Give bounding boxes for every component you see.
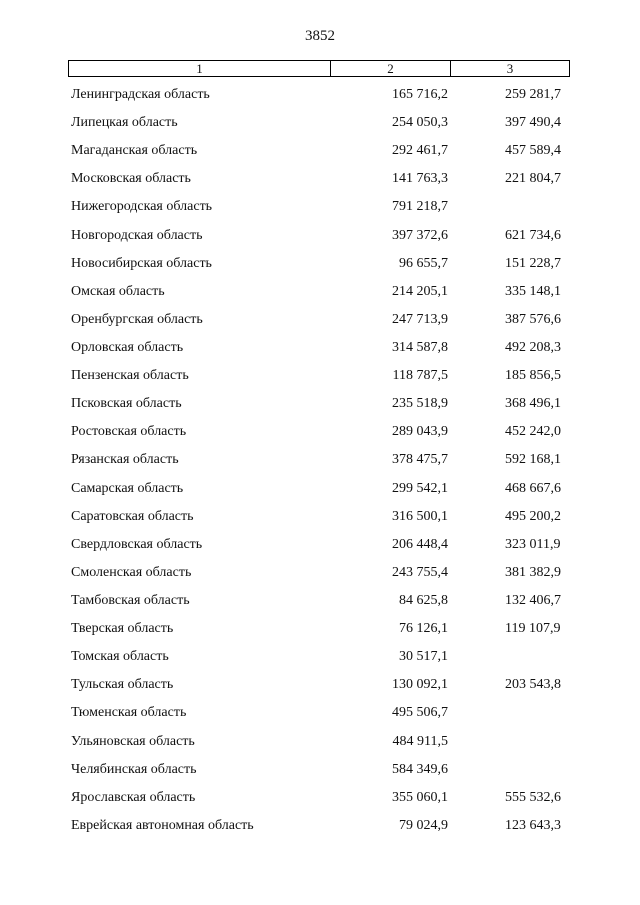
- value-column-2: 378 475,7: [392, 452, 448, 468]
- value-column-3: 495 200,2: [505, 508, 561, 524]
- region-name: Новосибирская область: [71, 255, 212, 271]
- value-column-3: 323 011,9: [505, 536, 561, 552]
- table-row: [0, 418, 640, 446]
- region-name: Новгородская область: [71, 227, 203, 243]
- value-column-2: 130 092,1: [392, 677, 448, 693]
- value-column-2: 292 461,7: [392, 143, 448, 159]
- value-column-3: 397 490,4: [505, 115, 561, 131]
- region-name: Тюменская область: [71, 705, 187, 721]
- value-column-2: 791 218,7: [392, 199, 448, 215]
- table-column-header: [68, 60, 570, 77]
- table-row: [0, 81, 640, 109]
- value-column-3: 621 734,6: [505, 227, 561, 243]
- table-row: [0, 587, 640, 615]
- column-header-3: 3: [506, 61, 514, 76]
- value-column-3: 123 643,3: [505, 817, 561, 833]
- value-column-3: 368 496,1: [505, 396, 561, 412]
- region-name: Псковская область: [71, 396, 182, 412]
- table-row: [0, 699, 640, 727]
- value-column-2: 355 060,1: [392, 789, 448, 805]
- value-column-2: 299 542,1: [392, 480, 448, 496]
- value-column-3: 335 148,1: [505, 283, 561, 299]
- region-name: Ростовская область: [71, 424, 187, 440]
- value-column-2: 484 911,5: [392, 733, 448, 749]
- value-column-2: 84 625,8: [399, 592, 448, 608]
- table-row: [0, 475, 640, 503]
- value-column-3: 203 543,8: [505, 677, 561, 693]
- value-column-2: 314 587,8: [392, 339, 448, 355]
- table-row: [0, 306, 640, 334]
- value-column-3: 468 667,6: [505, 480, 561, 496]
- region-name: Свердловская область: [71, 536, 203, 552]
- table-row: [0, 250, 640, 278]
- value-column-3: 381 382,9: [505, 564, 561, 580]
- value-column-2: 289 043,9: [392, 424, 448, 440]
- table-row: [0, 503, 640, 531]
- region-name: Московская область: [71, 171, 191, 187]
- table-row: [0, 728, 640, 756]
- region-name: Ленинградская область: [71, 87, 210, 102]
- region-name: Липецкая область: [71, 115, 178, 131]
- value-column-2: 247 713,9: [392, 311, 448, 327]
- region-name: Томская область: [71, 649, 169, 665]
- region-name: Тамбовская область: [71, 592, 190, 608]
- value-column-3: 492 208,3: [505, 339, 561, 355]
- table-row: [0, 278, 640, 306]
- value-column-2: 30 517,1: [399, 649, 448, 665]
- value-column-2: 584 349,6: [392, 761, 448, 777]
- value-column-3: 151 228,7: [505, 255, 561, 271]
- region-name: Рязанская область: [71, 452, 179, 468]
- value-column-2: 118 787,5: [392, 368, 448, 384]
- region-name: Ульяновская область: [71, 733, 195, 749]
- region-name: Пензенская область: [71, 368, 189, 384]
- region-name: Орловская область: [71, 339, 184, 355]
- table-row: [0, 446, 640, 474]
- value-column-3: 119 107,9: [505, 621, 561, 637]
- value-column-3: 185 856,5: [505, 368, 561, 384]
- table-row: [0, 615, 640, 643]
- value-column-3: 592 168,1: [505, 452, 561, 468]
- table-row: [0, 137, 640, 165]
- value-column-2: 206 448,4: [392, 536, 448, 552]
- value-column-3: 132 406,7: [505, 592, 561, 608]
- value-column-3: 555 532,6: [505, 789, 561, 805]
- table-row: [0, 390, 640, 418]
- column-header-1: 1: [69, 61, 331, 76]
- value-column-2: 243 755,4: [392, 564, 448, 580]
- region-name: Самарская область: [71, 480, 184, 496]
- value-column-3: 457 589,4: [505, 143, 561, 159]
- table-row: [0, 756, 640, 784]
- value-column-2: 79 024,9: [399, 817, 448, 833]
- region-name: Еврейская автономная область: [71, 817, 254, 833]
- region-name: Саратовская область: [71, 508, 194, 524]
- table-row: [0, 531, 640, 559]
- table-row: [0, 671, 640, 699]
- value-column-2: 141 763,3: [392, 171, 448, 187]
- table-row: [0, 109, 640, 137]
- table-row: [0, 643, 640, 671]
- value-column-2: 165 716,2: [392, 87, 448, 102]
- region-name: Тверская область: [71, 621, 174, 637]
- value-column-2: 214 205,1: [392, 283, 448, 299]
- value-column-2: 495 506,7: [392, 705, 448, 721]
- table-row: [0, 222, 640, 250]
- table-row: [0, 193, 640, 221]
- table-row: [0, 334, 640, 362]
- table-row: [0, 784, 640, 812]
- value-column-2: 235 518,9: [392, 396, 448, 412]
- value-column-2: 397 372,6: [392, 227, 448, 243]
- region-name: Челябинская область: [71, 761, 197, 777]
- column-header-2: 2: [331, 61, 451, 76]
- table-row: [0, 165, 640, 193]
- region-name: Омская область: [71, 283, 165, 299]
- table-row: [0, 362, 640, 390]
- region-name: Оренбургская область: [71, 311, 203, 327]
- table-body: [0, 81, 640, 840]
- region-name: Смоленская область: [71, 564, 192, 580]
- value-column-3: 452 242,0: [505, 424, 561, 440]
- value-column-2: 96 655,7: [399, 255, 448, 271]
- region-name: Нижегородская область: [71, 199, 213, 215]
- value-column-2: 254 050,3: [392, 115, 448, 131]
- table-row: [0, 812, 640, 840]
- page-number: 3852: [305, 28, 335, 44]
- region-name: Тульская область: [71, 677, 174, 693]
- value-column-3: 259 281,7: [505, 87, 561, 102]
- value-column-2: 316 500,1: [392, 508, 448, 524]
- value-column-2: 76 126,1: [399, 621, 448, 637]
- region-name: Магаданская область: [71, 143, 198, 159]
- value-column-3: 221 804,7: [505, 171, 561, 187]
- region-name: Ярославская область: [71, 789, 196, 805]
- table-row: [0, 559, 640, 587]
- value-column-3: 387 576,6: [505, 311, 561, 327]
